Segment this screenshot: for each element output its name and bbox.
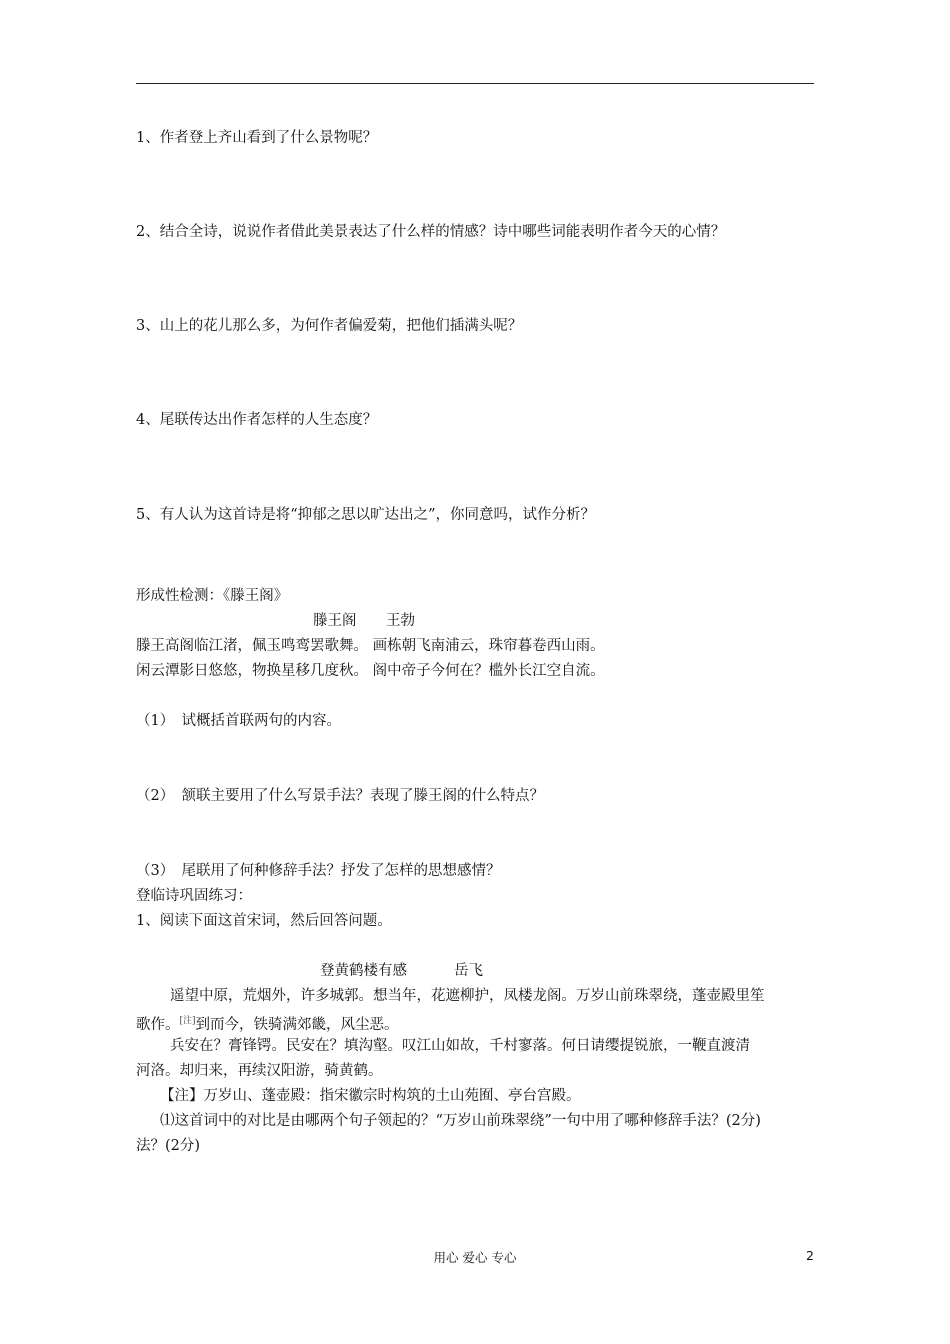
poem-title: 滕王阁: [313, 613, 357, 629]
header-rule: [136, 83, 814, 84]
test-subquestion-3: （3） 尾联用了何种修辞手法？抒发了怎样的思想感情？: [136, 863, 501, 879]
practice-question-1-line-2: 法？(2分): [136, 1138, 201, 1154]
note-marker: [注]: [179, 1016, 196, 1026]
question-2: 2、结合全诗，说说作者借此美景表达了什么样的情感？诗中哪些词能表明作者今天的心情？: [136, 224, 726, 240]
practice-intro: 1、阅读下面这首宋词，然后回答问题。: [136, 913, 392, 929]
poem-author: 王勃: [386, 613, 415, 629]
page-number: 2: [806, 1248, 814, 1263]
ci-paragraph-1-line-2: 歌作。[注]到而今，铁骑满郊畿，风尘恶。: [136, 1016, 399, 1033]
question-3: 3、山上的花儿那么多，为何作者偏爱菊，把他们插满头呢？: [136, 318, 523, 334]
footer-text: 用心 爱心 专心: [433, 1250, 517, 1265]
test-subquestion-2: （2） 颔联主要用了什么写景手法？表现了滕王阁的什么特点？: [136, 788, 544, 804]
ci-paragraph-1-line-1: 遥望中原，荒烟外，许多城郭。想当年，花遮柳护，凤楼龙阁。万岁山前珠翠绕，蓬壶殿里笙: [170, 988, 765, 1004]
ci-paragraph-2-line-2: 河洛。却归来，再续汉阳游，骑黄鹤。: [136, 1063, 383, 1079]
poem-line-1: 滕王高阁临江渚，佩玉鸣鸾罢歌舞。 画栋朝飞南浦云，珠帘暮卷西山雨。: [136, 638, 605, 654]
question-4: 4、尾联传达出作者怎样的人生态度？: [136, 412, 378, 428]
ci-author: 岳飞: [454, 963, 483, 979]
test-subquestion-1: （1） 试概括首联两句的内容。: [136, 713, 341, 729]
question-1: 1、作者登上齐山看到了什么景物呢？: [136, 130, 378, 146]
practice-heading: 登临诗巩固练习：: [136, 888, 252, 904]
ci-note: 【注】万岁山、蓬壶殿：指宋徽宗时构筑的土山苑囿、亭台宫殿。: [160, 1088, 581, 1104]
ci-paragraph-2-line-1: 兵安在？膏锋锷。民安在？填沟壑。叹江山如故，千村寥落。何日请缨提锐旅，一鞭直渡清: [170, 1038, 750, 1054]
test-heading: 形成性检测：《滕王阁》: [136, 588, 289, 604]
question-5: 5、有人认为这首诗是将“抑郁之思以旷达出之”，你同意吗，试作分析？: [136, 507, 596, 523]
ci-title: 登黄鹤楼有感: [320, 963, 407, 979]
practice-question-1-line-1: ⑴这首词中的对比是由哪两个句子领起的？“万岁山前珠翠绕”一句中用了哪种修辞手法？(2分): [160, 1113, 761, 1129]
poem-line-2: 闲云潭影日悠悠，物换星移几度秋。 阁中帝子今何在？槛外长江空自流。: [136, 663, 605, 679]
